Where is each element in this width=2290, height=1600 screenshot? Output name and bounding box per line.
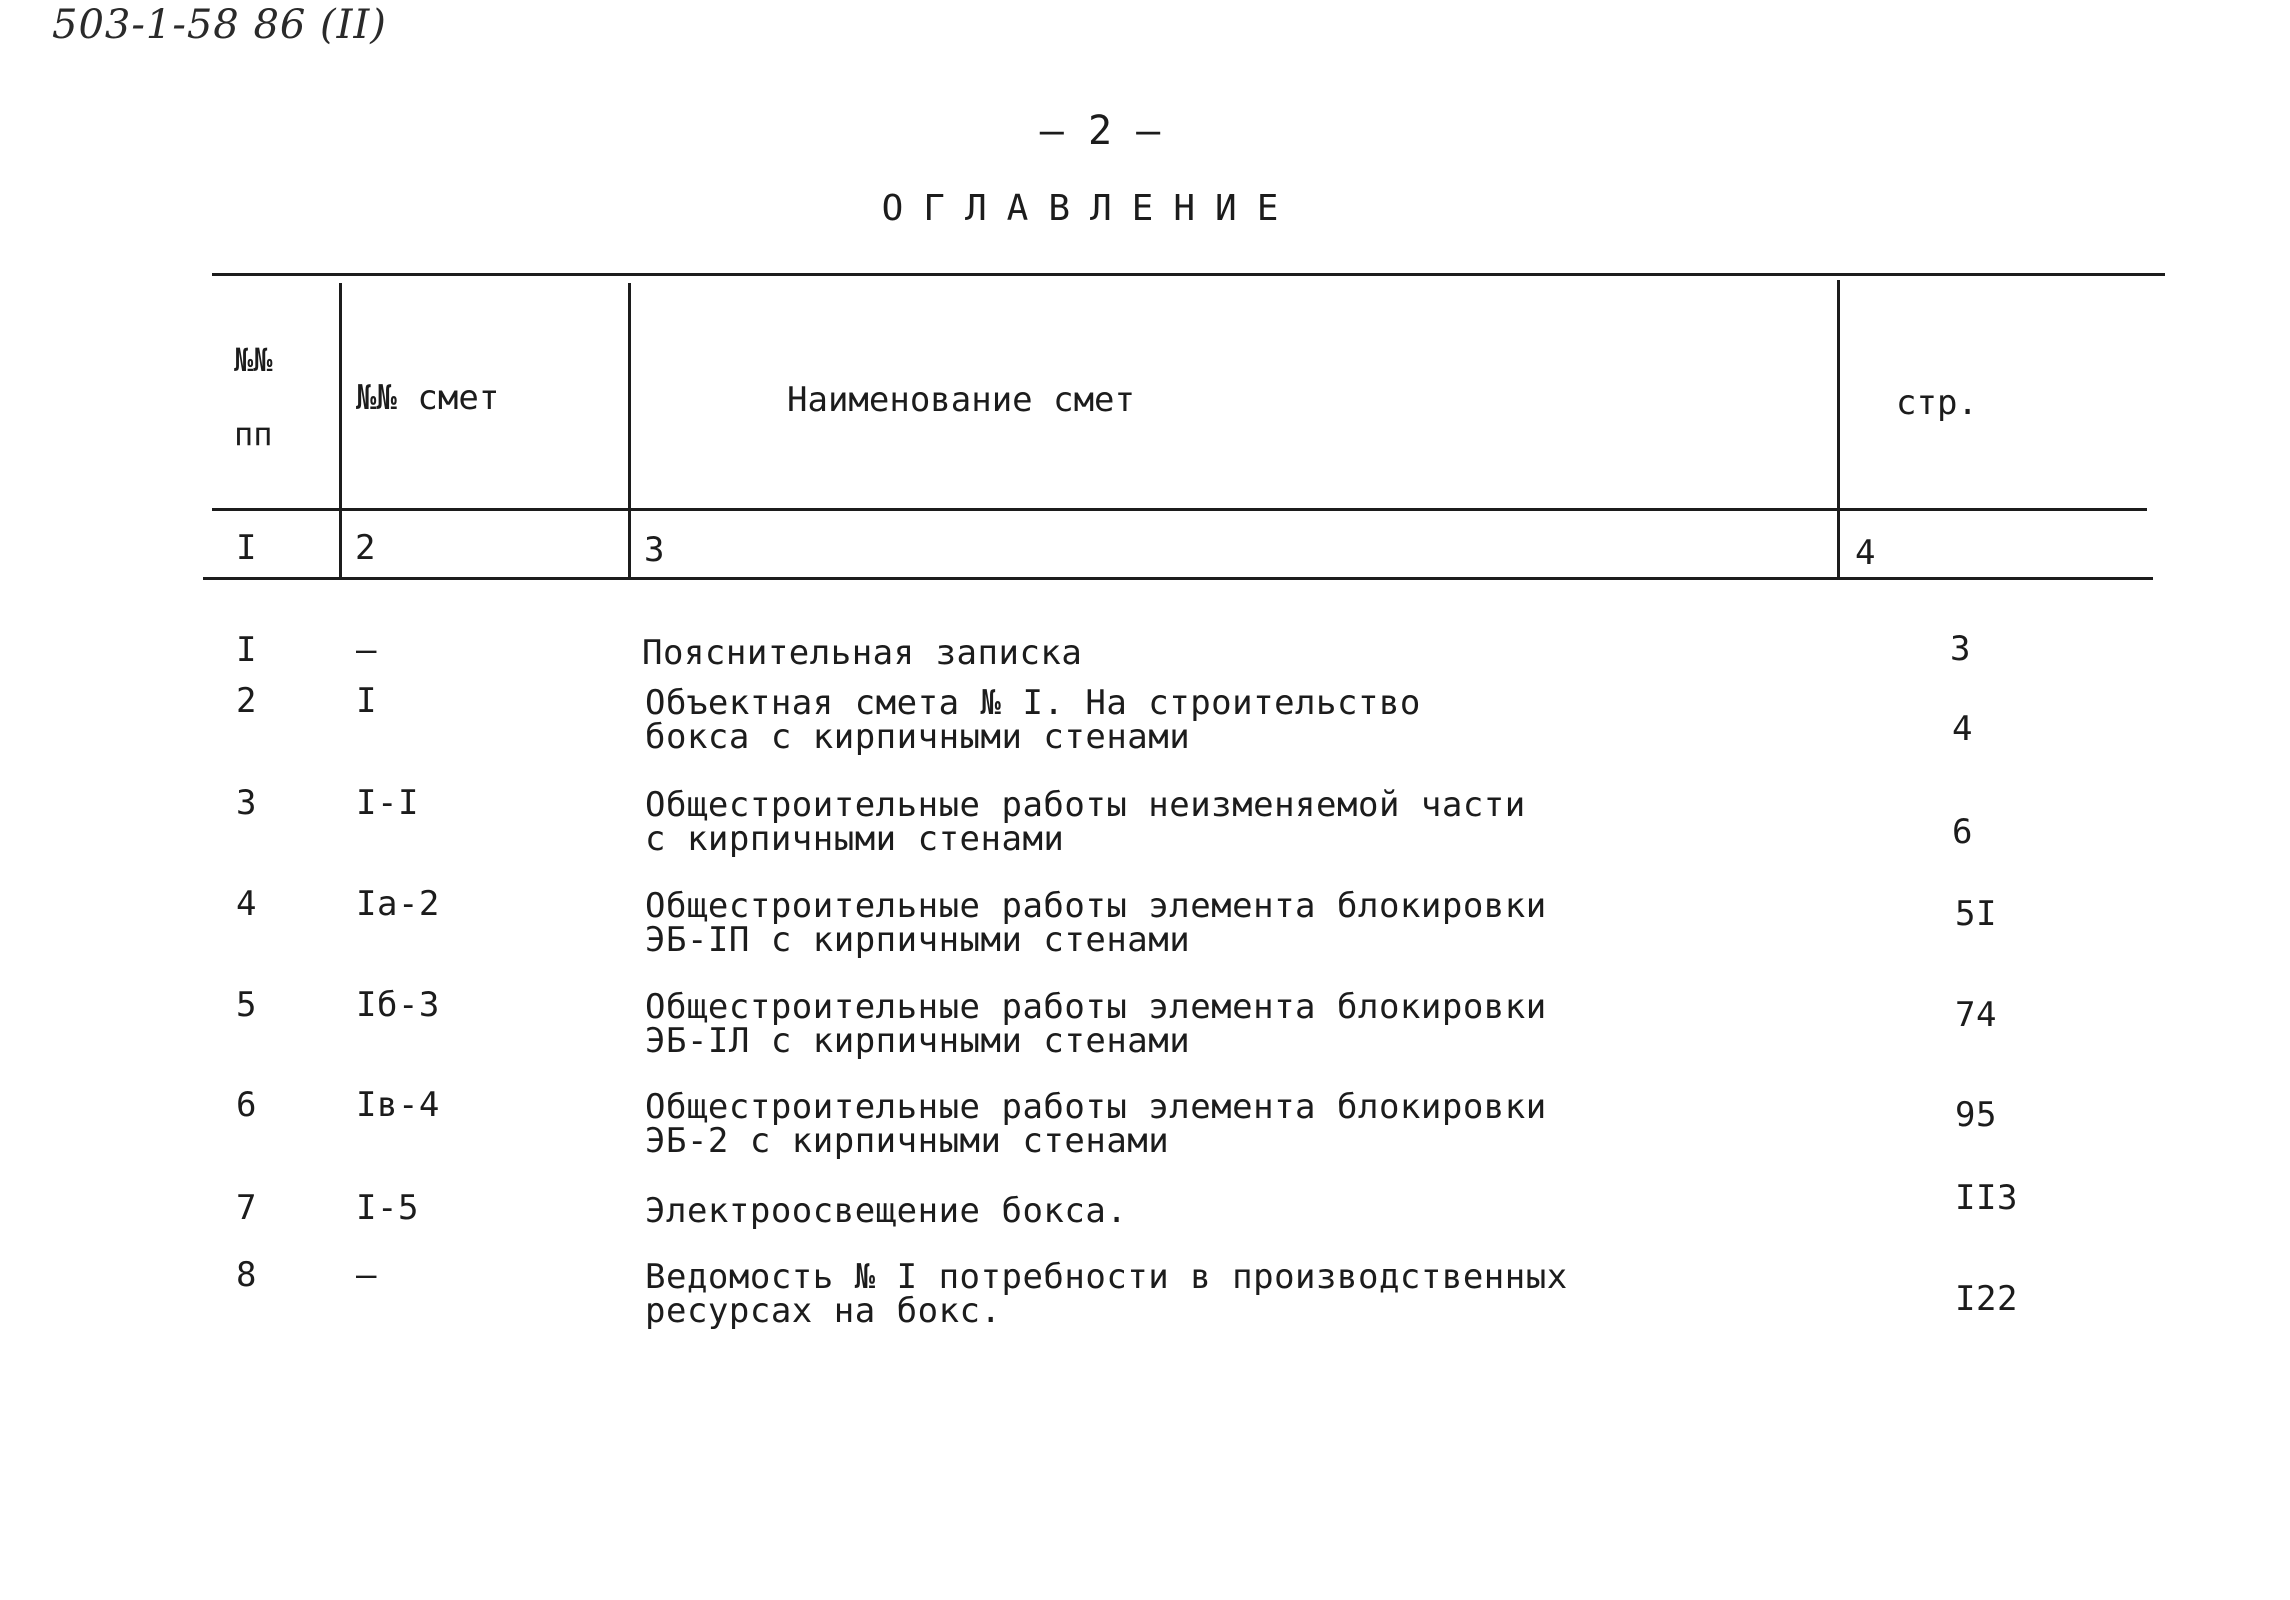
estimate-name-line2: ЭБ-IП с кирпичными стенами xyxy=(645,920,1191,960)
header-row-number-line1: №№ xyxy=(234,341,273,379)
header-estimate-name: Наименование смет xyxy=(787,380,1135,420)
row-number: 4 xyxy=(236,884,257,924)
estimate-name-line1: Электроосвещение бокса. xyxy=(645,1191,1128,1231)
estimate-name-line1: Общестроительные работы элемента блокировки xyxy=(645,1087,1547,1127)
header-page: стр. xyxy=(1896,383,1978,423)
estimate-number: I-I xyxy=(356,783,419,823)
page-ref: 6 xyxy=(1952,812,1973,852)
estimate-name-line1: Пояснительная записка xyxy=(642,633,1083,673)
column-divider-1 xyxy=(339,283,342,577)
header-estimate-number: №№ смет xyxy=(356,378,500,418)
header-row-number-line2: пп xyxy=(234,415,273,453)
estimate-number: Iа-2 xyxy=(356,884,440,924)
column-number-2: 2 xyxy=(355,528,376,568)
page-title: ОГЛАВЛЕНИЕ xyxy=(881,188,1299,229)
column-number-4: 4 xyxy=(1855,533,1876,573)
estimate-name-line2: с кирпичными стенами xyxy=(645,819,1065,859)
page-ref: 3 xyxy=(1950,629,1971,669)
page-ref: 95 xyxy=(1955,1095,1997,1135)
column-numbers-bottom-rule xyxy=(203,577,2153,580)
table-top-rule xyxy=(212,273,2165,276)
estimate-name-line2: ЭБ-2 с кирпичными стенами xyxy=(645,1121,1170,1161)
page-ref: 5I xyxy=(1955,894,1997,934)
estimate-name-line2: ресурсах на бокс. xyxy=(645,1291,1002,1331)
row-number: 7 xyxy=(236,1188,257,1228)
estimate-name-line2: ЭБ-IЛ с кирпичными стенами xyxy=(645,1021,1191,1061)
row-number: I xyxy=(236,630,257,670)
row-number: 3 xyxy=(236,783,257,823)
column-number-1: I xyxy=(236,528,257,568)
estimate-number: – xyxy=(356,630,377,670)
row-number: 5 xyxy=(236,985,257,1025)
estimate-name-line1: Объектная смета № I. На строительство xyxy=(645,683,1421,723)
page-ref: 4 xyxy=(1952,709,1973,749)
page-ref: II3 xyxy=(1955,1178,2018,1218)
estimate-name-line1: Общестроительные работы элемента блокировки xyxy=(645,987,1547,1027)
row-number: 2 xyxy=(236,681,257,721)
row-number: 8 xyxy=(236,1255,257,1295)
estimate-number: – xyxy=(356,1255,377,1295)
row-number: 6 xyxy=(236,1085,257,1125)
header-bottom-rule xyxy=(212,508,2147,511)
page-number: – 2 – xyxy=(1039,108,1161,154)
estimate-name-line2: бокса с кирпичными стенами xyxy=(645,717,1191,757)
page-ref: I22 xyxy=(1955,1279,2018,1319)
column-divider-2 xyxy=(628,283,631,577)
estimate-name-line1: Общестроительные работы неизменяемой части xyxy=(645,785,1526,825)
column-divider-3 xyxy=(1837,280,1840,577)
column-number-3: 3 xyxy=(644,530,665,570)
page-ref: 74 xyxy=(1955,995,1997,1035)
handwritten-code: 503-1-58 86 (II) xyxy=(52,2,387,48)
estimate-name-line1: Ведомость № I потребности в производственных xyxy=(645,1257,1568,1297)
estimate-number: I-5 xyxy=(356,1188,419,1228)
estimate-name-line1: Общестроительные работы элемента блокировки xyxy=(645,886,1547,926)
estimate-number: Iб-3 xyxy=(356,985,440,1025)
estimate-number: Iв-4 xyxy=(356,1085,440,1125)
estimate-number: I xyxy=(356,681,377,721)
